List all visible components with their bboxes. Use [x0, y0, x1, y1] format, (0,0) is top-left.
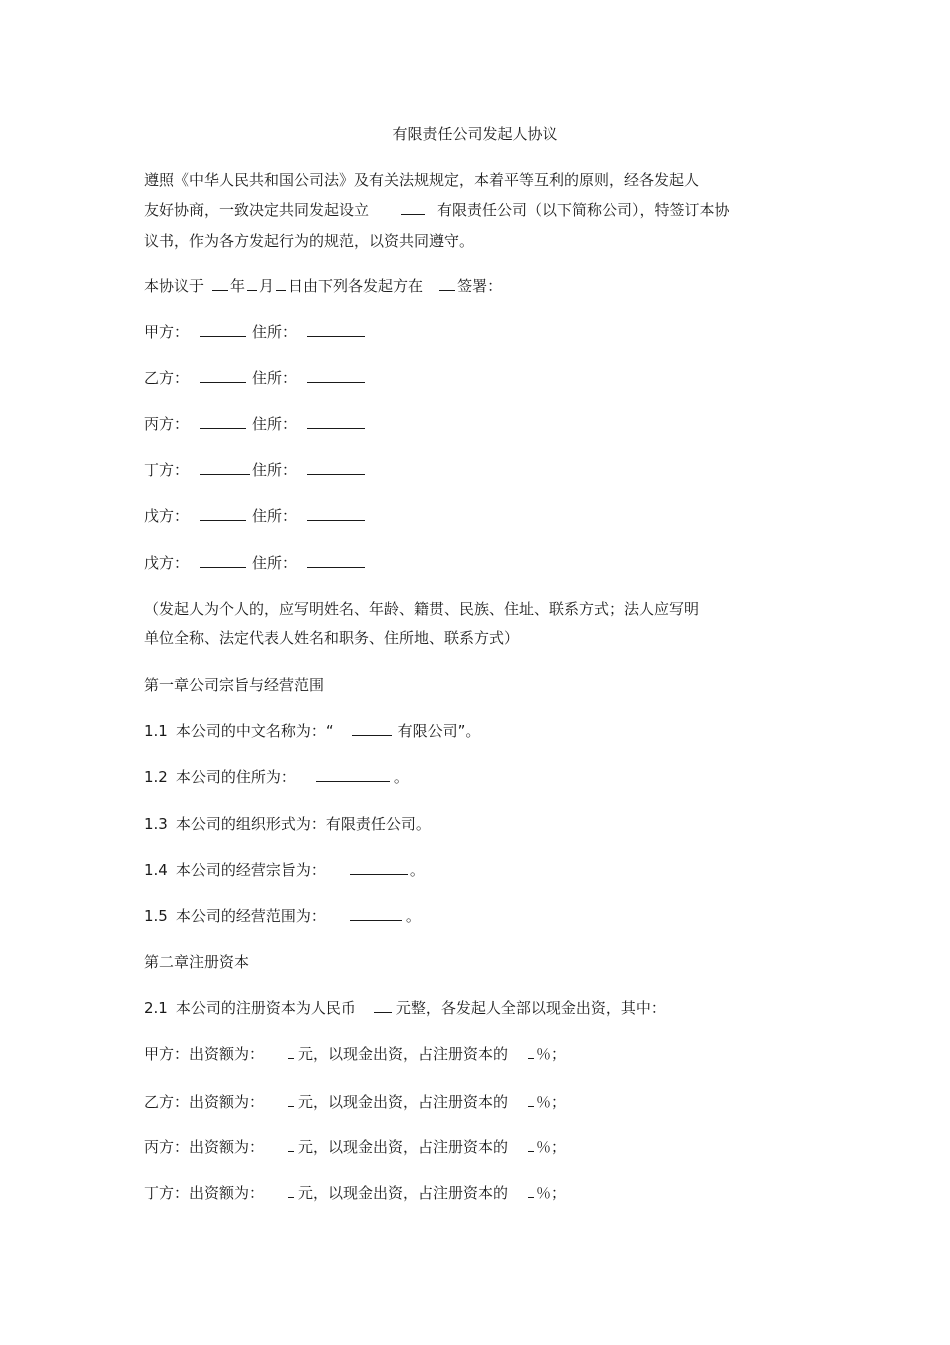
party-name-blank: [200, 553, 246, 568]
address-label: 住所：: [252, 461, 298, 479]
party-name-blank: [200, 322, 246, 337]
percent-blank: [528, 1044, 534, 1059]
intro-line-1: 遵照《中华人民共和国公司法》及有关法规规定，本着平等互利的原则，经各发起人: [144, 171, 700, 189]
party-row: [144, 553, 367, 573]
contribution-label: 乙方：出资额为：: [144, 1093, 265, 1111]
percent-blank: [528, 1092, 534, 1107]
party-label: 甲方：: [144, 323, 190, 341]
capital-blank: [374, 998, 392, 1013]
amount-blank: [288, 1137, 294, 1152]
contribution-text: ％；: [536, 1093, 567, 1111]
chapter-1-heading: 第一章公司宗旨与经营范围: [144, 676, 325, 694]
clause-number: 1.3: [144, 815, 168, 833]
percent-blank: [528, 1183, 534, 1198]
clause-text: 本公司的经营宗旨为：: [175, 861, 326, 879]
intro-line-3: 议书，作为各方发起行为的规范，以资共同遵守。: [144, 232, 475, 250]
party-name-blank: [200, 506, 246, 521]
note-line-1: （发起人为个人的，应写明姓名、年龄、籍贯、民族、住址、联系方式；法人应写明: [144, 600, 700, 618]
chapter-2-heading: 第二章注册资本: [144, 953, 250, 971]
signing-text-a: 本协议于: [144, 277, 205, 295]
address-blank: [307, 322, 365, 337]
clause-text: 本公司的注册资本为人民币: [175, 999, 356, 1017]
contribution-text: 元，以现金出资，占注册资本的: [298, 1045, 509, 1063]
intro-line-2-text-a: 友好协商，一致决定共同发起设立: [144, 201, 370, 219]
contribution-text: ％；: [536, 1138, 567, 1156]
address-label: 住所：: [252, 369, 298, 387]
contribution-text: 元，以现金出资，占注册资本的: [298, 1093, 509, 1111]
clause-number: 2.1: [144, 999, 168, 1017]
document-title: 有限责任公司发起人协议: [392, 125, 558, 143]
address-label: 住所：: [252, 554, 298, 572]
contribution-text: ％；: [536, 1045, 567, 1063]
clause-1-1: [144, 721, 480, 741]
signing-text-c: 签署：: [457, 277, 503, 295]
clause-1-3: [144, 814, 431, 834]
party-row: [144, 460, 367, 480]
address-blank: [307, 460, 365, 475]
clause-text: 。: [405, 907, 421, 925]
clause-text: 。: [393, 768, 409, 786]
chinese-name-blank: [352, 721, 392, 736]
contribution-row: [144, 1137, 566, 1157]
clause-text: 元整，各发起人全部以现金出资，其中：: [395, 999, 666, 1017]
contribution-text: ％；: [536, 1184, 567, 1202]
clause-2-1: [144, 998, 666, 1018]
party-label: 戊方：: [144, 554, 190, 572]
address-blank: [316, 767, 390, 782]
company-name-blank: [401, 200, 425, 215]
party-name-blank: [200, 368, 246, 383]
amount-blank: [288, 1183, 294, 1198]
amount-blank: [288, 1092, 294, 1107]
contribution-row: [144, 1044, 566, 1064]
party-name-blank: [200, 460, 250, 475]
purpose-blank: [350, 860, 408, 875]
address-label: 住所：: [252, 323, 298, 341]
party-label: 戊方：: [144, 507, 190, 525]
address-blank: [307, 368, 365, 383]
party-name-blank: [200, 414, 246, 429]
clause-1-2: [144, 767, 409, 787]
place-blank: [439, 276, 455, 291]
month-label: 月: [259, 277, 275, 295]
percent-blank: [528, 1137, 534, 1152]
contribution-row: [144, 1092, 566, 1112]
address-label: 住所：: [252, 507, 298, 525]
party-row: [144, 322, 367, 342]
party-label: 丙方：: [144, 415, 190, 433]
clause-1-4: [144, 860, 425, 880]
year-blank: [212, 276, 228, 291]
note-line-2: 单位全称、法定代表人姓名和职务、住所地、联系方式）: [144, 629, 520, 647]
address-blank: [307, 506, 365, 521]
address-blank: [307, 414, 365, 429]
clause-number: 1.1: [144, 722, 168, 740]
contribution-label: 丙方：出资额为：: [144, 1138, 265, 1156]
intro-line-2-text-b: 有限责任公司（以下简称公司），特签订本协: [437, 201, 730, 219]
clause-number: 1.4: [144, 861, 168, 879]
contribution-row: [144, 1183, 566, 1203]
address-label: 住所：: [252, 415, 298, 433]
party-label: 乙方：: [144, 369, 190, 387]
contribution-label: 丁方：出资额为：: [144, 1184, 265, 1202]
contribution-text: 元，以现金出资，占注册资本的: [298, 1184, 509, 1202]
party-label: 丁方：: [144, 461, 190, 479]
clause-text: 本公司的经营范围为：: [175, 907, 326, 925]
clause-number: 1.5: [144, 907, 168, 925]
year-label: 年: [230, 277, 246, 295]
party-row: [144, 414, 367, 434]
day-blank: [276, 276, 286, 291]
month-blank: [247, 276, 257, 291]
clause-text: 本公司的住所为：: [175, 768, 296, 786]
clause-text: 有限公司”。: [397, 722, 481, 740]
signing-text-b: 日由下列各发起方在: [288, 277, 424, 295]
intro-line-2: [144, 200, 730, 220]
contribution-text: 元，以现金出资，占注册资本的: [298, 1138, 509, 1156]
clause-1-5: [144, 906, 421, 926]
contribution-label: 甲方：出资额为：: [144, 1045, 265, 1063]
party-row: [144, 368, 367, 388]
amount-blank: [288, 1044, 294, 1059]
clause-text: 本公司的组织形式为：有限责任公司。: [175, 815, 431, 833]
clause-number: 1.2: [144, 768, 168, 786]
scope-blank: [350, 906, 402, 921]
signing-line: [144, 276, 502, 296]
clause-text: 本公司的中文名称为：“: [175, 722, 334, 740]
clause-text: 。: [409, 861, 425, 879]
party-row: [144, 506, 367, 526]
address-blank: [307, 553, 365, 568]
